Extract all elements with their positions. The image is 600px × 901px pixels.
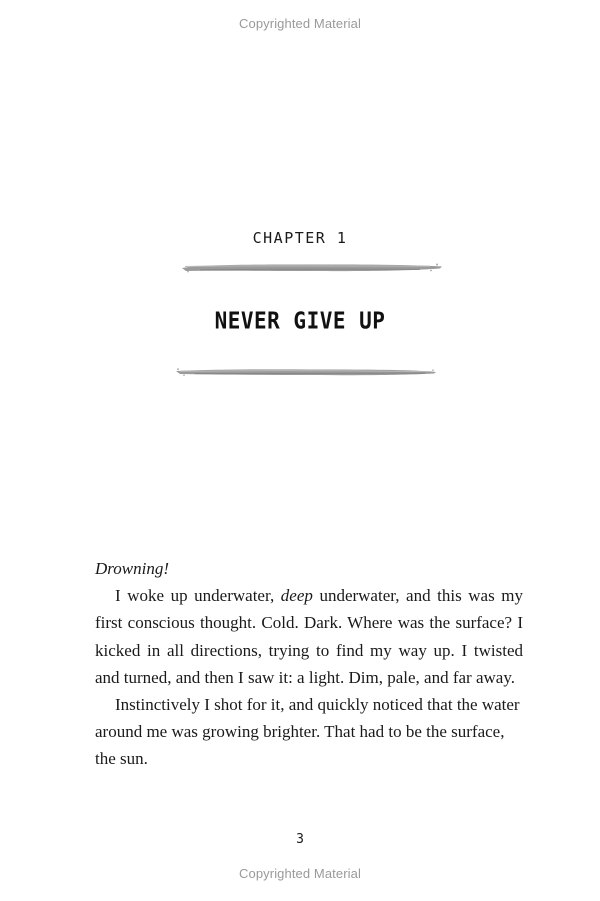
brush-stroke-bottom (0, 364, 600, 380)
watermark-bottom: Copyrighted Material (239, 866, 361, 881)
paragraph-2 (95, 582, 523, 691)
chapter-title: NEVER GIVE UP (214, 308, 386, 334)
body-text (95, 555, 523, 773)
paragraph-2-start: I woke up underwater, (115, 586, 281, 606)
brush-stroke-top (0, 259, 600, 275)
page-number: 3 (296, 832, 304, 847)
chapter-label: CHAPTER 1 (252, 229, 348, 247)
drowning-text: Drowning! (95, 559, 169, 578)
paragraph-1 (95, 555, 523, 582)
emphasis-deep: deep (280, 586, 313, 606)
paragraph-3: Instinctively I shot for it, and quickly noticed that the water around me was growing brighter. That had to be the surface, the sun. (95, 695, 520, 769)
watermark-top: Copyrighted Material (239, 16, 361, 31)
paragraph-2-rest: underwater, and this was my first conscious thought. Cold. Dark. Where was the surface? I kicked in all directions, trying to find my way up. I twisted and turned, and then I saw it: a light. Dim, pale, and far away. (95, 586, 524, 687)
